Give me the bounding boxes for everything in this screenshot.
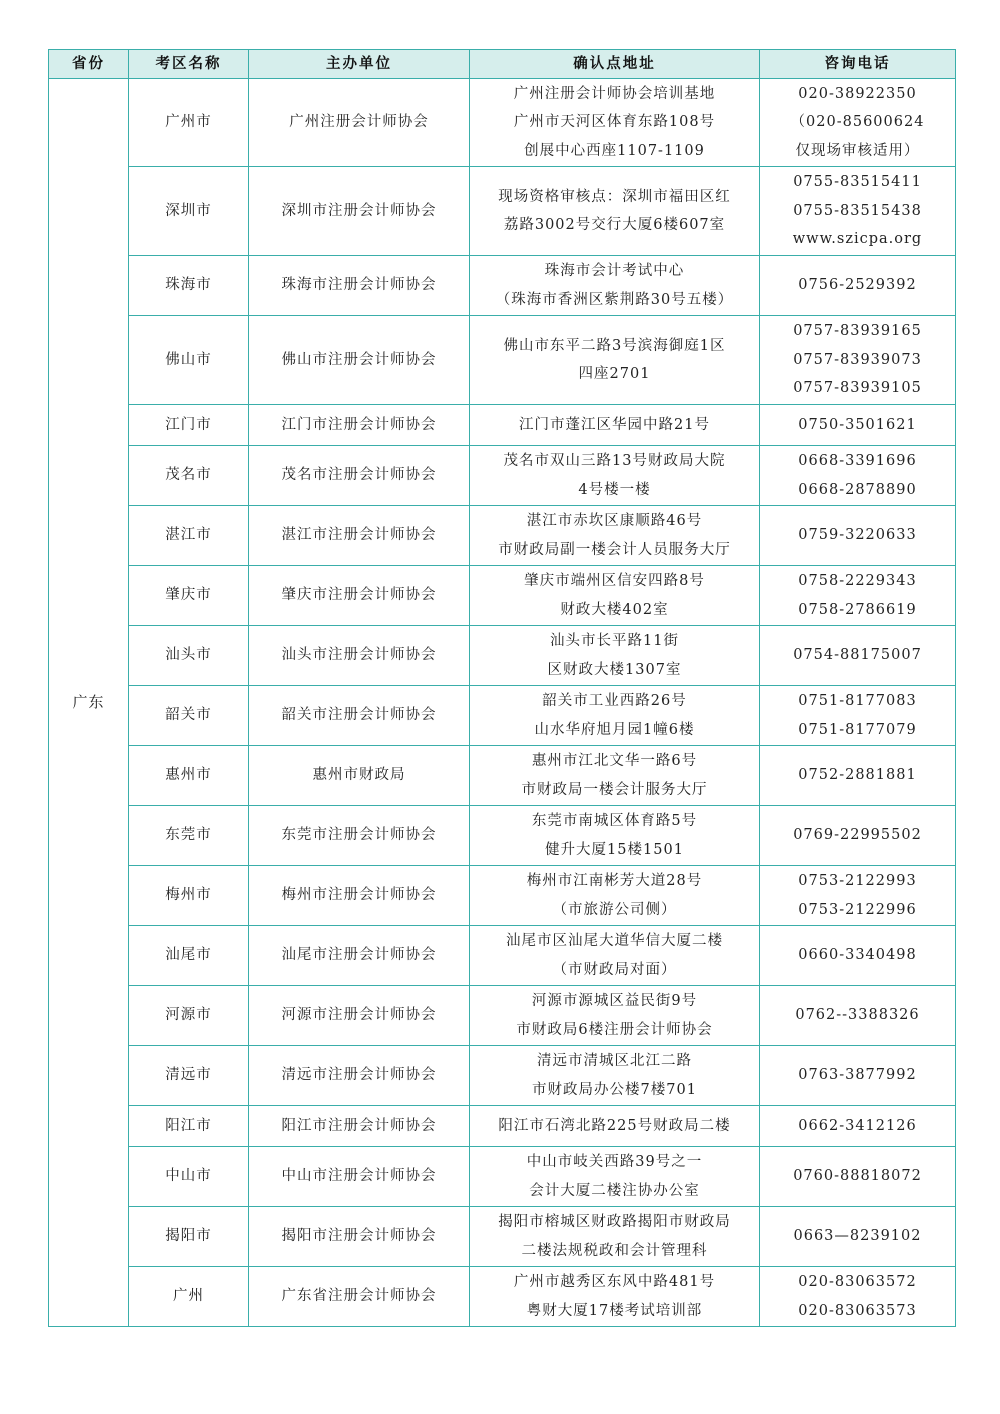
table-row [49,506,956,566]
address-cell [470,1046,760,1106]
exam-area-cell: 广州市 [129,79,249,167]
exam-area-cell: 肇庆市 [129,566,249,626]
address-line: 二楼法规税政和会计管理科 [521,1242,708,1259]
address-cell [470,1106,760,1147]
table-row [49,806,956,866]
phone-cell [760,79,956,167]
address-cell [470,566,760,626]
exam-area-cell: 汕头市 [129,626,249,686]
address-cell [470,446,760,506]
exam-area-cell: 湛江市 [129,506,249,566]
table-row [49,1046,956,1106]
address-line: 湛江市赤坎区康顺路46号 [526,513,703,529]
phone-line: 020-38922350 [798,85,917,102]
organizer-cell: 东莞市注册会计师协会 [249,806,470,866]
address-cell [470,626,760,686]
organizer-cell: 江门市注册会计师协会 [249,405,470,446]
organizer-cell: 汕尾市注册会计师协会 [249,926,470,986]
exam-area-cell: 佛山市 [129,316,249,405]
address-line: 市财政局办公楼7楼701 [532,1081,697,1098]
header-row [49,50,956,79]
phone-cell [760,986,956,1046]
table-row [49,1207,956,1267]
phone-line: 0751-8177083 [798,693,917,709]
exam-area-cell: 江门市 [129,405,249,446]
address-line: 粤财大厦17楼考试培训部 [526,1302,703,1319]
exam-area-cell: 阳江市 [129,1106,249,1147]
exam-area-cell: 珠海市 [129,256,249,316]
table-row [49,405,956,446]
exam-area-cell: 清远市 [129,1046,249,1106]
phone-cell [760,1147,956,1207]
address-cell [470,866,760,926]
table-row [49,686,956,746]
exam-area-cell: 梅州市 [129,866,249,926]
phone-line: 0750-3501621 [798,416,917,433]
address-line: （市财政局对面） [552,961,677,978]
organizer-cell: 阳江市注册会计师协会 [249,1106,470,1147]
table-row [49,446,956,506]
phone-line: 0751-8177079 [798,721,917,738]
phone-line: 0760-88818072 [793,1168,922,1185]
address-cell [470,986,760,1046]
address-line: 佛山市东平二路3号滨海御庭1区 [503,337,726,354]
address-line: 清远市清城区北江二路 [537,1053,692,1069]
organizer-cell: 茂名市注册会计师协会 [249,446,470,506]
address-line: 荔路3002号交行大厦6楼607室 [503,217,726,233]
organizer-cell: 韶关市注册会计师协会 [249,686,470,746]
address-line: 江门市蓬江区华园中路21号 [519,416,710,433]
address-cell [470,405,760,446]
phone-cell [760,256,956,316]
address-line: 区财政大楼1307室 [547,661,682,678]
organizer-cell: 湛江市注册会计师协会 [249,506,470,566]
address-cell [470,806,760,866]
phone-line: www.szicpa.org [792,231,923,248]
table-row [49,1106,956,1147]
phone-line: 0758-2229343 [798,573,917,589]
address-cell [470,79,760,167]
phone-cell [760,626,956,686]
phone-line: 0756-2529392 [798,277,917,294]
phone-line: 0769-22995502 [793,827,922,844]
address-line: 河源市源城区益民街9号 [531,993,698,1009]
organizer-cell: 汕头市注册会计师协会 [249,626,470,686]
table-row [49,1147,956,1207]
table-row [49,167,956,256]
address-line: 4号楼一楼 [578,481,651,498]
address-line: 山水华府旭月园1幢6楼 [534,721,695,738]
organizer-cell: 梅州市注册会计师协会 [249,866,470,926]
phone-cell [760,167,956,256]
phone-line: 仅现场审核适用） [795,142,920,159]
address-cell [470,256,760,316]
address-cell [470,316,760,405]
table-row [49,256,956,316]
organizer-cell: 河源市注册会计师协会 [249,986,470,1046]
phone-cell [760,405,956,446]
address-cell [470,1147,760,1207]
phone-line: 0758-2786619 [798,601,917,618]
address-line: 汕头市长平路11街 [550,633,679,649]
address-line: 市财政局副一楼会计人员服务大厅 [498,541,731,558]
phone-line: （020-85600624 [790,114,925,131]
organizer-cell: 佛山市注册会计师协会 [249,316,470,405]
address-line: （市旅游公司侧） [552,901,677,918]
exam-area-cell: 东莞市 [129,806,249,866]
phone-line: 0763-3877992 [798,1067,917,1084]
table-row [49,79,956,167]
address-cell [470,686,760,746]
phone-line: 0757-83939105 [793,380,922,397]
organizer-cell: 揭阳市注册会计师协会 [249,1207,470,1267]
exam-area-cell: 河源市 [129,986,249,1046]
exam-area-cell: 揭阳市 [129,1207,249,1267]
address-line: 肇庆市端州区信安四路8号 [524,573,705,589]
table-row [49,316,956,405]
address-line: 市财政局一楼会计服务大厅 [521,781,708,798]
organizer-cell: 中山市注册会计师协会 [249,1147,470,1207]
header-organizer: 主办单位 [249,50,470,79]
phone-line: 0755-83515411 [793,174,922,191]
phone-cell [760,1207,956,1267]
phone-line: 0757-83939073 [793,351,922,368]
phone-line: 0762--3388326 [795,1007,920,1024]
table-row [49,866,956,926]
phone-cell [760,446,956,506]
address-line: 阳江市石湾北路225号财政局二楼 [498,1117,731,1134]
address-cell [470,746,760,806]
phone-line: 0759-3220633 [798,527,917,544]
address-line: （珠海市香洲区紫荆路30号五楼） [495,291,734,308]
organizer-cell: 广州注册会计师协会 [249,79,470,167]
address-cell [470,926,760,986]
address-line: 四座2701 [578,366,651,382]
address-line: 市财政局6楼注册会计师协会 [516,1021,713,1038]
header-phone: 咨询电话 [760,50,956,79]
phone-cell [760,686,956,746]
address-line: 梅州市江南彬芳大道28号 [526,873,703,889]
header-exam-area: 考区名称 [129,50,249,79]
phone-line: 020-83063572 [798,1274,917,1290]
organizer-cell: 珠海市注册会计师协会 [249,256,470,316]
phone-line: 0668-3391696 [798,453,917,469]
table-row [49,1267,956,1327]
phone-cell [760,506,956,566]
phone-line: 0752-2881881 [798,767,917,784]
address-line: 汕尾市区汕尾大道华信大厦二楼 [506,933,723,949]
phone-cell [760,806,956,866]
phone-line: 0662-3412126 [798,1117,917,1134]
phone-cell [760,566,956,626]
table-row [49,746,956,806]
phone-line: 0668-2878890 [798,481,917,498]
organizer-cell: 肇庆市注册会计师协会 [249,566,470,626]
phone-line: 0753-2122993 [798,873,917,889]
address-cell [470,1267,760,1327]
address-line: 中山市岐关西路39号之一 [526,1154,703,1170]
province-cell: 广东 [49,79,129,1327]
address-line: 惠州市江北文华一路6号 [531,753,698,769]
address-line: 韶关市工业西路26号 [542,693,687,709]
phone-cell [760,746,956,806]
address-line: 东莞市南城区体育路5号 [531,813,698,829]
address-line: 健升大厦15楼1501 [545,841,684,858]
exam-area-cell: 深圳市 [129,167,249,256]
header-province: 省份 [49,50,129,79]
address-line: 广州注册会计师协会培训基地 [513,85,716,102]
phone-cell [760,316,956,405]
address-line: 会计大厦二楼注协办公室 [529,1182,700,1199]
phone-line: 0757-83939165 [793,323,922,340]
phone-cell [760,1106,956,1147]
table-row [49,926,956,986]
phone-cell [760,926,956,986]
table-row [49,986,956,1046]
address-line: 茂名市双山三路13号财政局大院 [503,453,726,469]
exam-sites-table [48,49,956,1327]
address-cell [470,167,760,256]
phone-cell [760,866,956,926]
address-cell [470,1207,760,1267]
exam-area-cell: 韶关市 [129,686,249,746]
table-row [49,626,956,686]
organizer-cell: 广东省注册会计师协会 [249,1267,470,1327]
address-line: 现场资格审核点：深圳市福田区红 [498,188,731,205]
address-line: 广州市越秀区东风中路481号 [513,1274,716,1290]
table-row [49,566,956,626]
address-line: 广州市天河区体育东路108号 [513,114,716,131]
exam-area-cell: 惠州市 [129,746,249,806]
organizer-cell: 深圳市注册会计师协会 [249,167,470,256]
phone-line: 0660-3340498 [798,947,917,964]
phone-line: 0663—8239102 [793,1228,922,1245]
header-address: 确认点地址 [470,50,760,79]
phone-cell [760,1267,956,1327]
exam-area-cell: 茂名市 [129,446,249,506]
exam-area-cell: 汕尾市 [129,926,249,986]
exam-area-cell: 中山市 [129,1147,249,1207]
phone-line: 0753-2122996 [798,901,917,918]
phone-line: 020-83063573 [798,1302,917,1319]
address-line: 珠海市会计考试中心 [544,263,685,279]
phone-line: 0754-88175007 [793,647,922,664]
exam-area-cell: 广州 [129,1267,249,1327]
phone-cell [760,1046,956,1106]
address-line: 揭阳市榕城区财政路揭阳市财政局 [498,1214,731,1230]
organizer-cell: 清远市注册会计师协会 [249,1046,470,1106]
address-cell [470,506,760,566]
phone-line: 0755-83515438 [793,202,922,219]
address-line: 财政大楼402室 [560,601,669,618]
address-line: 创展中心西座1107-1109 [524,142,705,159]
organizer-cell: 惠州市财政局 [249,746,470,806]
